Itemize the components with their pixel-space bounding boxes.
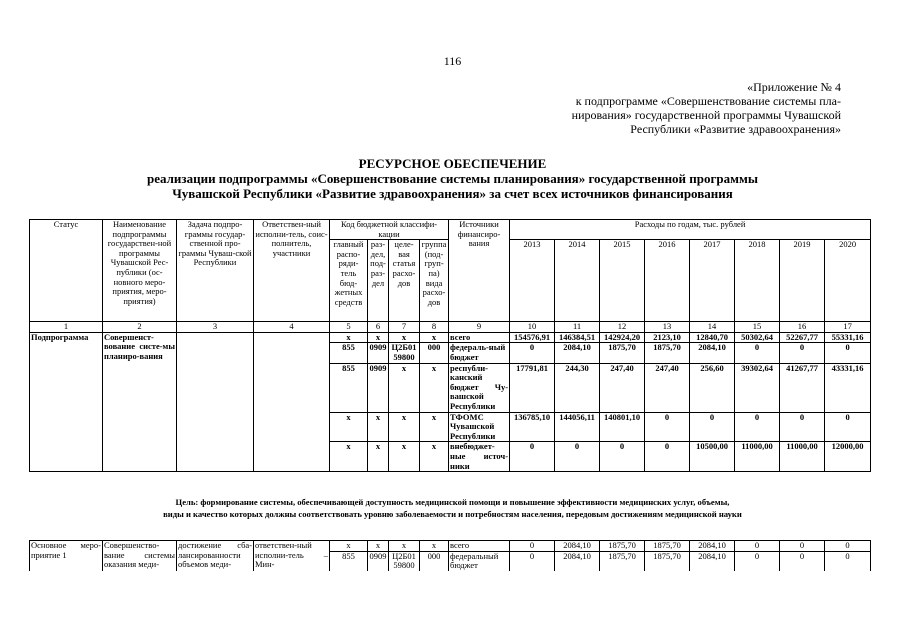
table-row [30, 541, 871, 552]
header-responsible: Ответствен-ный исполни-тель, соис-полнитель, участники [254, 220, 330, 322]
cell-value: 0 [825, 412, 871, 442]
header-name: Наименование подпрограммы государствен-ной программы Чувашской Рес-публики (ос-новного меро-приятия, меро-приятия) [103, 220, 177, 322]
main-name: Совершенство-вание системы оказания меди- [104, 540, 175, 570]
cell-code: x [330, 541, 368, 552]
cell-code: x [420, 332, 449, 343]
header-code-razdel: раз-дел, под-раз-дел [368, 240, 389, 322]
appendix-note [511, 80, 841, 136]
cell-value: 0 [510, 442, 555, 472]
cell-value: 247,40 [600, 363, 645, 412]
table-row [30, 332, 871, 343]
cell-value: 0 [735, 551, 780, 571]
cell-value: 52267,77 [780, 332, 825, 343]
column-number: 6 [368, 322, 389, 333]
cell-value: 2084,10 [690, 343, 735, 363]
cell-value: 2084,10 [555, 343, 600, 363]
column-number: 10 [510, 322, 555, 333]
column-number: 8 [420, 322, 449, 333]
cell-code: x [389, 541, 420, 552]
cell-source: внебюджет-ные источ-ники [450, 441, 509, 471]
header-budget-code: Код бюджетной классифи-кации [330, 220, 449, 240]
cell-code: 000 [420, 343, 449, 363]
header-year: 2019 [780, 240, 825, 322]
main-responsible: ответствен-ный исполни-тель – Мин- [255, 540, 328, 570]
sub-responsible [254, 332, 330, 471]
cell-source: республи-канский бюджет Чу-вашской Республики [450, 363, 509, 411]
header-task: Задача подпро-граммы государ-ственной про-граммы Чуваш-ской Республики [177, 220, 254, 322]
cell-value: 2084,10 [690, 541, 735, 552]
cell-code: x [330, 332, 368, 343]
cell-code: Ц2Б01 59800 [389, 551, 420, 571]
appendix-line: к подпрограмме «Совершенствование системы пла- [575, 94, 841, 108]
cell-code: x [368, 412, 389, 442]
resource-table [29, 219, 871, 472]
cell-code: x [330, 442, 368, 472]
header-year: 2015 [600, 240, 645, 322]
cell-code: x [389, 442, 420, 472]
header-expenses: Расходы по годам, тыс. рублей [510, 220, 871, 240]
header-code-glav: главный распо-ряди-тель бюд-жетных средств [330, 240, 368, 322]
cell-source: федераль-ный бюджет [449, 343, 510, 363]
cell-source: федеральный бюджет [449, 551, 510, 571]
cell-value: 0 [780, 551, 825, 571]
main-activity-table [29, 540, 871, 571]
cell-value: 0 [735, 541, 780, 552]
cell-value: 0 [645, 412, 690, 442]
cell-source: ТФОМС Чувашской Республики [449, 412, 510, 442]
cell-code: 855 [330, 343, 368, 363]
cell-value: 142924,20 [600, 332, 645, 343]
cell-value: 0 [825, 551, 871, 571]
header-year: 2013 [510, 240, 555, 322]
cell-value: 55331,16 [825, 332, 871, 343]
cell-code: 0909 [368, 343, 389, 363]
cell-value: 1875,70 [645, 343, 690, 363]
main-status: Основное меро-приятие 1 [30, 541, 103, 571]
cell-value: 144056,11 [555, 412, 600, 442]
cell-value: 1875,70 [645, 541, 690, 552]
cell-value: 0 [645, 442, 690, 472]
column-number-row [30, 322, 871, 333]
column-number: 14 [690, 322, 735, 333]
cell-value: 2084,10 [555, 541, 600, 552]
column-number: 15 [735, 322, 780, 333]
main-task: достижение сба-лансированности объемов меди- [178, 540, 252, 570]
document-title [0, 156, 905, 201]
column-number: 4 [254, 322, 330, 333]
goal-line: виды и качество которых должны соответствовать уровню заболеваемости и потребностям населения, передовым достижениям медицинской науки [163, 509, 742, 519]
cell-value: 2084,10 [690, 551, 735, 571]
cell-value: 247,40 [645, 363, 690, 412]
cell-value: 10500,00 [690, 442, 735, 472]
sub-task [177, 332, 254, 471]
title-line: Чувашской Республики «Развитие здравоохранения» за счет всех источников финансирования [172, 186, 733, 201]
column-number: 17 [825, 322, 871, 333]
appendix-line: нирования» государственной программы Чувашской [571, 108, 841, 122]
cell-source: всего [449, 541, 510, 552]
header-year: 2018 [735, 240, 780, 322]
header-year: 2016 [645, 240, 690, 322]
header-code-stat: целе-вая статья расхо-дов [389, 240, 420, 322]
title-line: РЕСУРСНОЕ ОБЕСПЕЧЕНИЕ [358, 156, 547, 171]
cell-code: x [389, 412, 420, 442]
goal-statement [60, 496, 845, 520]
sub-status: Подпрограмма [30, 332, 103, 471]
cell-value: 1875,70 [600, 541, 645, 552]
cell-code: x [368, 442, 389, 472]
column-number: 16 [780, 322, 825, 333]
cell-code: 855 [330, 551, 368, 571]
cell-value: 0 [555, 442, 600, 472]
header-row [30, 220, 871, 240]
cell-value: 0 [735, 412, 780, 442]
cell-code: x [389, 332, 420, 343]
header-year: 2017 [690, 240, 735, 322]
cell-code: x [368, 541, 389, 552]
cell-value: 39302,64 [735, 363, 780, 412]
cell-value: 2123,10 [645, 332, 690, 343]
column-number: 12 [600, 322, 645, 333]
cell-code: x [420, 442, 449, 472]
cell-value: 244,30 [555, 363, 600, 412]
cell-value: 0 [735, 343, 780, 363]
cell-value: 11000,00 [735, 442, 780, 472]
cell-code: x [368, 332, 389, 343]
cell-code: x [420, 363, 449, 412]
cell-value: 140801,10 [600, 412, 645, 442]
header-status: Статус [30, 220, 103, 322]
column-number: 11 [555, 322, 600, 333]
column-number: 3 [177, 322, 254, 333]
cell-code: x [330, 412, 368, 442]
cell-value: 0 [825, 541, 871, 552]
header-year: 2020 [825, 240, 871, 322]
cell-value: 41267,77 [780, 363, 825, 412]
sub-name: Совершенст-вование систе-мы планиро-вания [103, 332, 177, 471]
cell-code: 0909 [368, 363, 389, 412]
column-number: 9 [449, 322, 510, 333]
cell-value: 0 [510, 541, 555, 552]
column-number: 7 [389, 322, 420, 333]
cell-value: 0 [780, 412, 825, 442]
cell-code: Ц2Б01 59800 [389, 343, 420, 363]
cell-code: x [420, 412, 449, 442]
cell-value: 0 [510, 551, 555, 571]
cell-value: 0 [510, 343, 555, 363]
column-number: 2 [103, 322, 177, 333]
title-line: реализации подпрограммы «Совершенствование системы планирования» государственной программы [146, 171, 759, 186]
cell-value: 11000,00 [780, 442, 825, 472]
cell-value: 136785,10 [510, 412, 555, 442]
column-number: 1 [30, 322, 103, 333]
cell-code: 0909 [368, 551, 389, 571]
column-number: 5 [330, 322, 368, 333]
cell-code: x [389, 363, 420, 412]
cell-value: 146384,51 [555, 332, 600, 343]
cell-value: 256,60 [690, 363, 735, 412]
page-number: 116 [443, 54, 462, 68]
cell-code: 855 [330, 363, 368, 412]
cell-value: 0 [600, 442, 645, 472]
goal-line: Цель: формирование системы, обеспечивающей доступность медицинской помощи и повышение эффективности медицинских услуг, объемы, [175, 497, 730, 507]
appendix-line: Республики «Развитие здравоохранения» [630, 122, 841, 136]
cell-value: 0 [780, 541, 825, 552]
cell-value: 0 [780, 343, 825, 363]
cell-value: 1875,70 [600, 551, 645, 571]
appendix-line: «Приложение № 4 [747, 80, 841, 94]
cell-value: 1875,70 [645, 551, 690, 571]
header-code-group: группа (под-груп-па) вида расхо-дов [420, 240, 449, 322]
cell-value: 2084,10 [555, 551, 600, 571]
cell-value: 0 [825, 343, 871, 363]
cell-value: 0 [690, 412, 735, 442]
cell-value: 1875,70 [600, 343, 645, 363]
header-sources: Источники финансиро-вания [449, 220, 510, 322]
header-year: 2014 [555, 240, 600, 322]
cell-source: всего [449, 332, 510, 343]
cell-value: 12000,00 [825, 442, 871, 472]
cell-value: 50302,64 [735, 332, 780, 343]
cell-value: 17791,81 [510, 363, 555, 412]
cell-value: 12840,70 [690, 332, 735, 343]
cell-value: 154576,91 [510, 332, 555, 343]
cell-code: 000 [420, 551, 449, 571]
column-number: 13 [645, 322, 690, 333]
cell-value: 43331,16 [825, 363, 871, 412]
cell-code: x [420, 541, 449, 552]
